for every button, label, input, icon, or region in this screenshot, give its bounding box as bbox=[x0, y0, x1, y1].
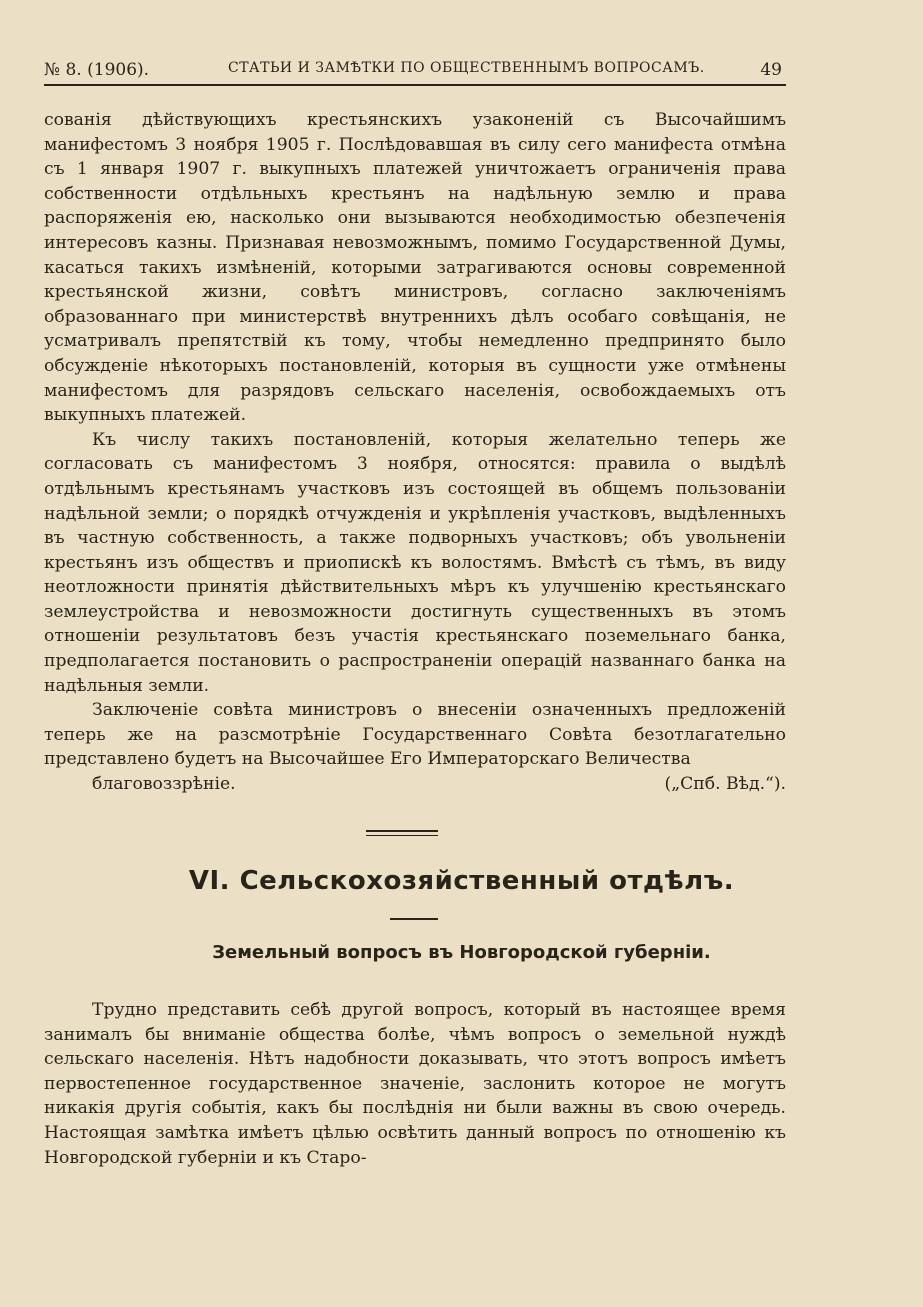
heading-rule bbox=[390, 918, 438, 920]
section-heading: VI. Сельскохозяйственный отдѣлъ. bbox=[188, 866, 735, 896]
article-title: Земельный вопросъ въ Новгородской губерніи. bbox=[212, 942, 711, 963]
closing-words: благовоззрѣніе. bbox=[92, 774, 236, 795]
paragraph: Къ числу такихъ постановленій, которыя желательно теперь же согласовать съ манифестомъ 3 ноября, относятся: правила о выдѣлѣ отдѣльнымъ крестьянамъ участковъ изъ состоящей въ общемъ пользованіи надѣльной земли; о порядкѣ отчужденія и укрѣпленія участковъ, выдѣленныхъ въ частную собственность, а также подворныхъ участковъ; объ увольненіи крестьянъ изъ обществъ и приопискѣ къ волостямъ. Вмѣстѣ съ тѣмъ, въ виду неотложности принятія дѣйствительныхъ мѣръ къ улучшенію крестьянскаго землеустройства и невозможности достигнуть существенныхъ въ этомъ отношеніи результатовъ безъ участія крестьянскаго поземельнаго банка, предполагается постановить о распространеніи операцій названнаго банка на надѣльныя земли. bbox=[44, 429, 786, 696]
paragraph: Трудно представить себѣ другой вопросъ, который въ настоящее время занималъ бы вниманіе общества болѣе, чѣмъ вопросъ о земельной нуждѣ сельскаго населенія. Нѣтъ надобности доказывать, что этотъ вопросъ имѣетъ первостепенное государственное значеніе, заслонить которое не могутъ никакія другія событія, какъ бы послѣднія ни были важны въ свою очередь. Настоящая замѣтка имѣетъ цѣлью освѣтить данный вопросъ по отношенію къ Новгородской губерніи и къ Старо- bbox=[44, 1000, 786, 1168]
signoff-line bbox=[44, 772, 786, 797]
running-header bbox=[44, 58, 786, 86]
issue-number: № 8. (1906). bbox=[44, 60, 150, 80]
article-continuation bbox=[44, 108, 786, 797]
section-article bbox=[44, 998, 786, 1170]
paragraph: Заключеніе совѣта министровъ о внесеніи означенныхъ предложеній теперь же на разсмотрѣніе Государственнаго Совѣта безотлагательно представлено будетъ на Высочайшее Его Императорскаго Величества bbox=[44, 700, 786, 770]
source-citation: („Спб. Вѣд.“). bbox=[664, 774, 786, 795]
running-title: СТАТЬИ И ЗАМѢТКИ ПО ОБЩЕСТВЕННЫМЪ ВОПРОСАМЪ. bbox=[228, 60, 705, 76]
section-divider bbox=[366, 830, 438, 839]
paragraph: сованія дѣйствующихъ крестьянскихъ узаконеній съ Высочайшимъ манифестомъ 3 ноября 1905 г. Послѣдовавшая въ силу сего манифеста отмѣна съ 1 января 1907 г. выкупныхъ платежей уничтожаетъ ограниченія права собственности отдѣльныхъ крестьянъ на надѣльную землю и права распоряженія ею, насколько они вызываются необходимостью обезпеченія интересовъ казны. Признавая невозможнымъ, помимо Государственной Думы, касаться такихъ измѣненій, которыми затрагиваются основы современной крестьянской жизни, совѣтъ министровъ, согласно заключеніямъ образованнаго при министерствѣ внутреннихъ дѣлъ особаго совѣщанія, не усматривалъ препятствій къ тому, чтобы немедленно предпринято было обсужденіе нѣкоторыхъ постановленій, которыя въ сущности уже отмѣнены манифестомъ для разрядовъ сельскаго населенія, освобождаемыхъ отъ выкупныхъ платежей. bbox=[44, 110, 786, 426]
page-number: 49 bbox=[760, 60, 782, 80]
